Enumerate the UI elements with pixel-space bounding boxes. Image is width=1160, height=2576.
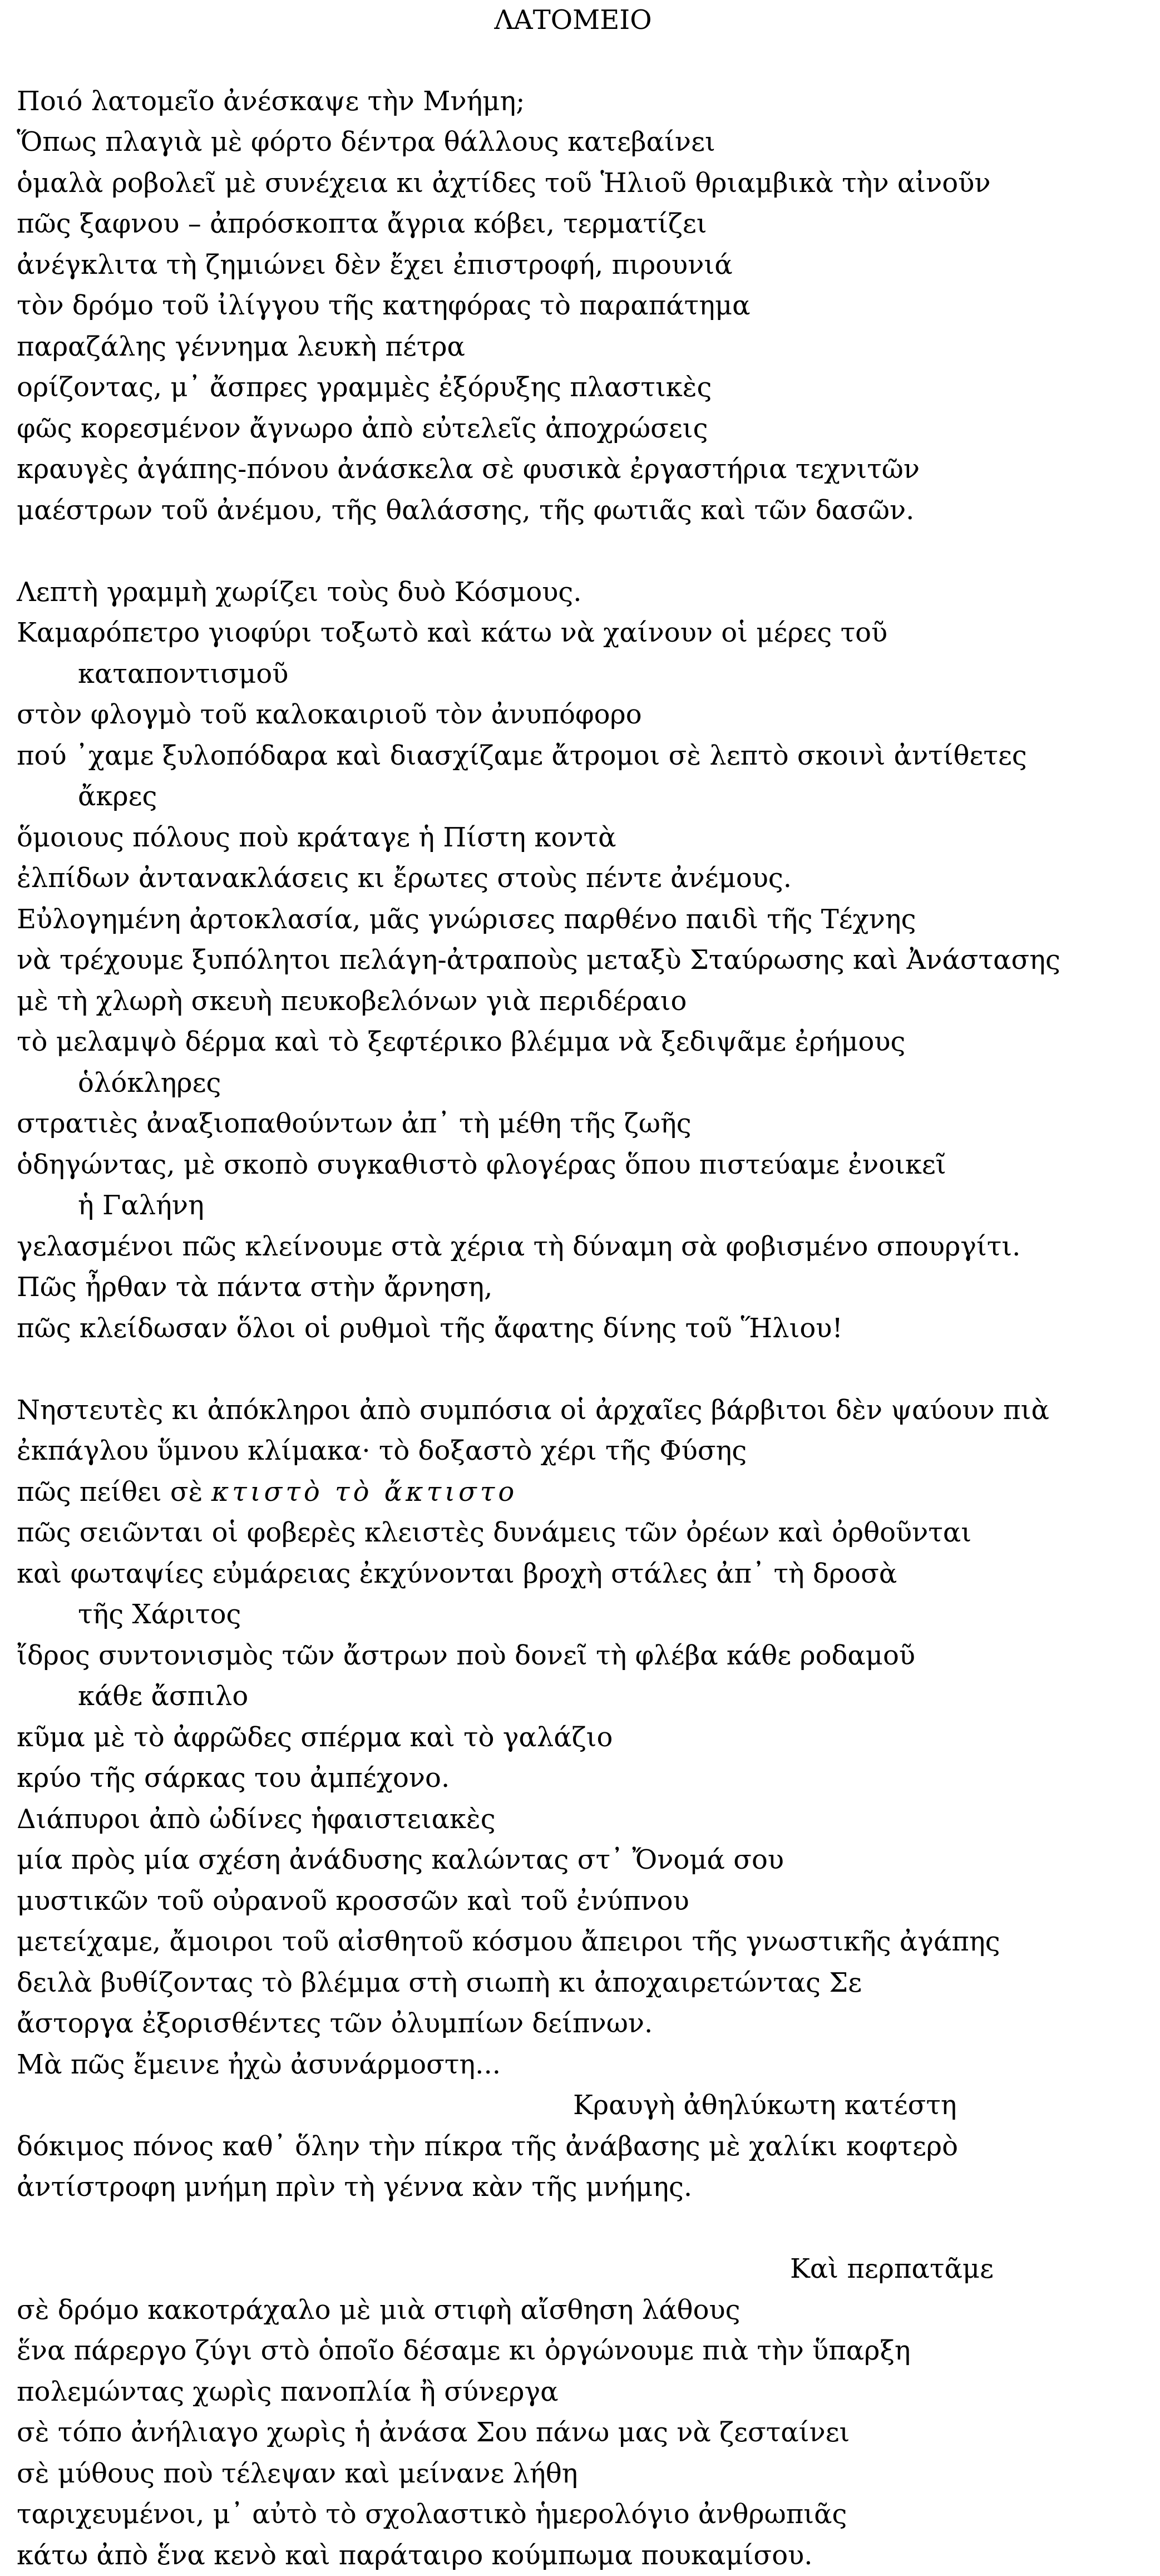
- poem-line: στὸν φλογμὸ τοῦ καλοκαιριοῦ τὸν ἀνυπόφορο: [17, 695, 1152, 736]
- poem-line: ἀνέγκλιτα τὴ ζημιώνει δὲν ἔχει ἐπιστροφή, πιρουνιά: [17, 245, 1152, 286]
- poem-line: ὁμαλὰ ροβολεῖ μὲ συνέχεια κι ἀχτίδες τοῦ Ἡλιοῦ θριαμβικὰ τὴν αἰνοῦν: [17, 163, 1152, 204]
- poem-line: Νηστευτὲς κι ἀπόκληροι ἀπὸ συμπόσια οἱ ἀρχαῖες βάρβιτοι δὲν ψαύουν πιὰ: [17, 1390, 1152, 1431]
- poem-line: ἀντίστροφη μνήμη πρὶν τὴ γέννα κὰν τῆς μνήμης.: [17, 2167, 1152, 2208]
- poem-line: Διάπυροι ἀπὸ ὠδίνες ἡφαιστειακὲς: [17, 1799, 1152, 1840]
- poem-line: σὲ μύθους ποὺ τέλεψαν καὶ μείνανε λήθη: [17, 2454, 1152, 2495]
- poem-line: νὰ τρέχουμε ξυπόλητοι πελάγη-ἀτραποὺς μεταξὺ Σταύρωσης καὶ Ἀνάστασης: [17, 940, 1152, 981]
- stanza-gap: [17, 531, 1152, 572]
- stanza-1: [17, 81, 1152, 531]
- poem-line-text: πῶς πείθει σὲ: [17, 1476, 203, 1508]
- poem-line: ἴδρος συντονισμὸς τῶν ἄστρων ποὺ δονεῖ τὴ φλέβα κάθε ροδαμοῦ: [17, 1636, 1152, 1677]
- poem-line: ἐλπίδων ἀντανακλάσεις κι ἔρωτες στοὺς πέντε ἀνέμους.: [17, 858, 1152, 899]
- stanza-gap: [17, 1349, 1152, 1390]
- poem-line: ἐκπάγλου ὕμνου κλίμακα· τὸ δοξαστὸ χέρι τῆς Φύσης: [17, 1431, 1152, 1472]
- poem-line-continuation: ἄκρες: [17, 776, 1152, 817]
- poem-line: Πῶς ἦρθαν τὰ πάντα στὴν ἄρνηση,: [17, 1267, 1152, 1308]
- poem-line: πῶς ξαφνου – ἀπρόσκοπτα ἄγρια κόβει, τερματίζει: [17, 204, 1152, 245]
- poem-line: Εὐλογημένη ἀρτοκλασία, μᾶς γνώρισες παρθένο παιδὶ τῆς Τέχνης: [17, 899, 1152, 940]
- poem-line: Καμαρόπετρο γιοφύρι τοξωτὸ καὶ κάτω νὰ χαίνουν οἱ μέρες τοῦ: [17, 613, 1152, 654]
- poem-line: παραζάλης γέννημα λευκὴ πέτρα: [17, 327, 1152, 368]
- poem-line: μὲ τὴ χλωρὴ σκευὴ πευκοβελόνων γιὰ περιδέραιο: [17, 981, 1152, 1022]
- poem-line: δειλὰ βυθίζοντας τὸ βλέμμα στὴ σιωπὴ κι ἀποχαιρετώντας Σε: [17, 1963, 1152, 2004]
- poem-line: μυστικῶν τοῦ οὐρανοῦ κροσσῶν καὶ τοῦ ἐνύπνου: [17, 1881, 1152, 1922]
- poem-line: τὸν δρόμο τοῦ ἰλίγγου τῆς κατηφόρας τὸ παραπάτημα: [17, 285, 1152, 327]
- poem-line-indented: Κραυγὴ ἀθηλύκωτη κατέστη: [17, 2085, 1152, 2126]
- poem-line: ἕνα πάρεργο ζύγι στὸ ὁποῖο δέσαμε κι ὀργώνουμε πιὰ τὴν ὕπαρξη: [17, 2331, 1152, 2372]
- poem-line: ταριχευμένοι, μ᾽ αὐτὸ τὸ σχολαστικὸ ἡμερολόγιο ἀνθρωπιᾶς: [17, 2494, 1152, 2535]
- stanza-gap: [17, 40, 1152, 81]
- poem-line: στρατιὲς ἀναξιοπαθούντων ἀπ᾽ τὴ μέθη τῆς ζωῆς: [17, 1104, 1152, 1145]
- poem-line-continuation: ἡ Γαλήνη: [17, 1185, 1152, 1227]
- poem-line: σὲ δρόμο κακοτράχαλο μὲ μιὰ στιφὴ αἴσθηση λάθους: [17, 2290, 1152, 2331]
- poem-line-emphasis: κτιστὸ τὸ ἄκτιστο: [211, 1476, 518, 1508]
- stanza-2: [17, 572, 1152, 1349]
- poem-line: ἄστοργα ἐξορισθέντες τῶν ὀλυμπίων δείπνων.: [17, 2003, 1152, 2045]
- poem-line: ὁδηγώντας, μὲ σκοπὸ συγκαθιστὸ φλογέρας ὅπου πιστεύαμε ἐνοικεῖ: [17, 1145, 1152, 1186]
- poem-line: πῶς σειῶνται οἱ φοβερὲς κλειστὲς δυνάμεις τῶν ὀρέων καὶ ὀρθοῦνται: [17, 1513, 1152, 1554]
- poem-line: πού ᾽χαμε ξυλοπόδαρα καὶ διασχίζαμε ἄτρομοι σὲ λεπτὸ σκοινὶ ἀντίθετες: [17, 736, 1152, 777]
- poem-line: μετείχαμε, ἄμοιροι τοῦ αἰσθητοῦ κόσμου ἄπειροι τῆς γνωστικῆς ἀγάπης: [17, 1922, 1152, 1963]
- poem-line: φῶς κορεσμένον ἄγνωρο ἀπὸ εὐτελεῖς ἀποχρώσεις: [17, 408, 1152, 450]
- stanza-4: [17, 2249, 1152, 2576]
- poem-line: μία πρὸς μία σχέση ἀνάδυσης καλώντας στ᾽ Ὄνομά σου: [17, 1840, 1152, 1881]
- poem-line: τὸ μελαμψὸ δέρμα καὶ τὸ ξεφτέρικο βλέμμα νὰ ξεδιψᾶμε ἐρήμους: [17, 1022, 1152, 1063]
- poem-line-continuation: τῆς Χάριτος: [17, 1594, 1152, 1636]
- stanza-gap: [17, 2208, 1152, 2249]
- poem-line: σὲ τόπο ἀνήλιαγο χωρὶς ἡ ἀνάσα Σου πάνω μας νὰ ζεσταίνει: [17, 2412, 1152, 2454]
- poem-line: πῶς κλείδωσαν ὅλοι οἱ ρυθμοὶ τῆς ἄφατης δίνης τοῦ Ἥλιου!: [17, 1308, 1152, 1349]
- poem-document: [17, 0, 1152, 2576]
- poem-line: κάτω ἀπὸ ἕνα κενὸ καὶ παράταιρο κούμπωμα πουκαμίσου.: [17, 2535, 1152, 2576]
- poem-line: γελασμένοι πῶς κλείνουμε στὰ χέρια τὴ δύναμη σὰ φοβισμένο σπουργίτι.: [17, 1227, 1152, 1268]
- poem-line: [17, 1472, 1152, 1513]
- poem-line-indented: Καὶ περπατᾶμε: [17, 2249, 1152, 2290]
- poem-line: Μὰ πῶς ἔμεινε ἠχὼ ἀσυνάρμοστη...: [17, 2045, 1152, 2086]
- poem-line: κραυγὲς ἀγάπης-πόνου ἀνάσκελα σὲ φυσικὰ ἐργαστήρια τεχνιτῶν: [17, 449, 1152, 490]
- poem-line: δόκιμος πόνος καθ᾽ ὅλην τὴν πίκρα τῆς ἀνάβασης μὲ χαλίκι κοφτερὸ: [17, 2126, 1152, 2168]
- poem-line: μαέστρων τοῦ ἀνέμου, τῆς θαλάσσης, τῆς φωτιᾶς καὶ τῶν δασῶν.: [17, 490, 1152, 531]
- poem-line: κῦμα μὲ τὸ ἀφρῶδες σπέρμα καὶ τὸ γαλάζιο: [17, 1717, 1152, 1759]
- poem-line: πολεμώντας χωρὶς πανοπλία ἢ σύνεργα: [17, 2372, 1152, 2413]
- poem-line: καὶ φωταψίες εὐμάρειας ἐκχύνονται βροχὴ στάλες ἀπ᾽ τὴ δροσὰ: [17, 1554, 1152, 1595]
- poem-line-continuation: κάθε ἄσπιλο: [17, 1676, 1152, 1717]
- poem-line-continuation: ὁλόκληρες: [17, 1063, 1152, 1104]
- poem-line: Ὅπως πλαγιὰ μὲ φόρτο δέντρα θάλλους κατεβαίνει: [17, 122, 1152, 163]
- poem-line: Ποιό λατομεῖο ἀνέσκαψε τὴν Μνήμη;: [17, 81, 1152, 122]
- stanza-3: [17, 1390, 1152, 2208]
- poem-line: ὅμοιους πόλους ποὺ κράταγε ἡ Πίστη κοντὰ: [17, 817, 1152, 859]
- poem-line-continuation: καταποντισμοῦ: [17, 654, 1152, 695]
- poem-title: ΛΑΤΟΜΕΙΟ: [128, 0, 1018, 40]
- poem-line: κρύο τῆς σάρκας του ἀμπέχονο.: [17, 1758, 1152, 1799]
- poem-line: Λεπτὴ γραμμὴ χωρίζει τοὺς δυὸ Κόσμους.: [17, 572, 1152, 613]
- poem-line: ορίζοντας, μ᾽ ἄσπρες γραμμὲς ἐξόρυξης πλαστικὲς: [17, 367, 1152, 408]
